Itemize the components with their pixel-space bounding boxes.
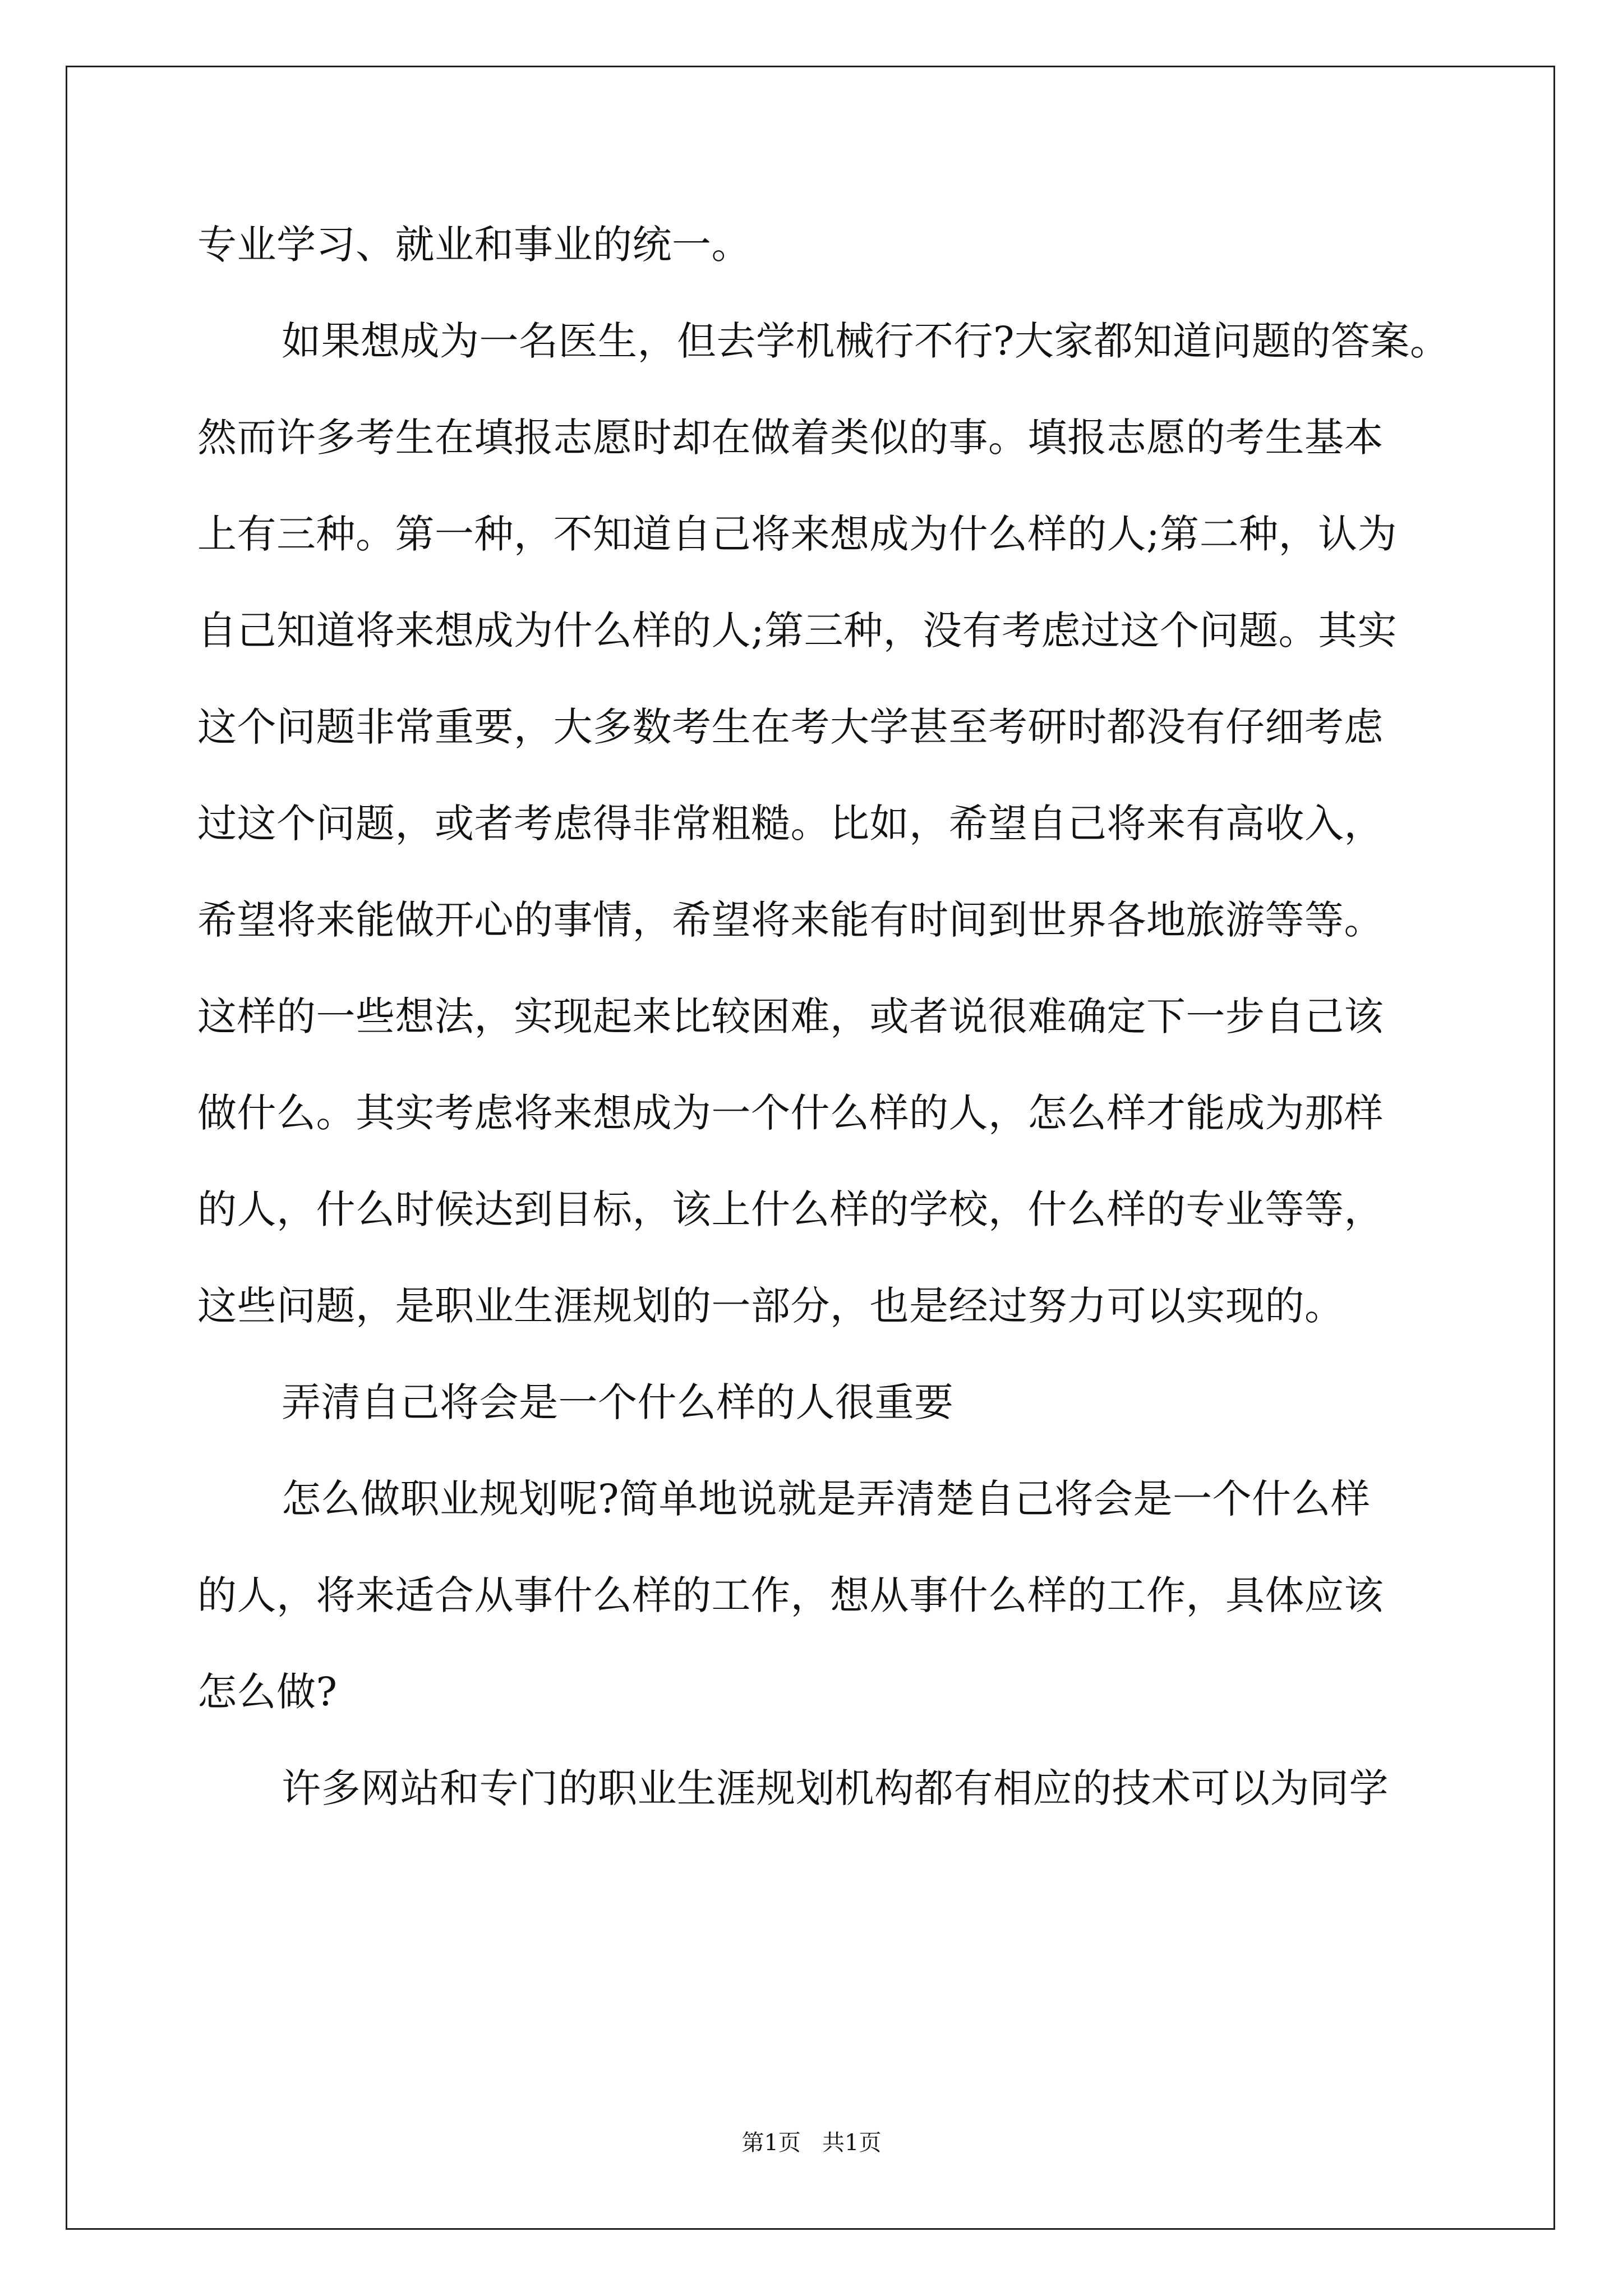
text-line: 希望将来能做开心的事情，希望将来能有时间到世界各地旅游等等。 [197,897,1384,943]
text-line: 的人，什么时候达到目标，该上什么样的学校，什么样的专业等等， [197,1186,1384,1232]
text-line: 然而许多考生在填报志愿时却在做着类似的事。填报志愿的考生基本 [197,415,1384,461]
text-line: 上有三种。第一种，不知道自己将来想成为什么样的人;第二种，认为 [197,511,1398,557]
text-line: 许多网站和专门的职业生涯规划机构都有相应的技术可以为同学 [282,1765,1389,1811]
document-body [197,196,1487,1837]
text-line: 自己知道将来想成为什么样的人;第三种，没有考虑过这个问题。其实 [197,608,1398,654]
text-line: 如果想成为一名医生，但去学机械行不行?大家都知道问题的答案。 [282,318,1450,364]
page-number-footer: 第1页 共1页 [741,2130,882,2156]
text-line: 这个问题非常重要，大多数考生在考大学甚至考研时都没有仔细考虑 [197,704,1384,750]
section-heading: 弄清自己将会是一个什么样的人很重要 [282,1379,954,1425]
text-line: 这样的一些想法，实现起来比较困难，或者说很难确定下一步自己该 [197,993,1384,1039]
text-line: 怎么做职业规划呢?简单地说就是弄清楚自己将会是一个什么样 [282,1476,1371,1522]
text-line: 怎么做? [197,1669,338,1715]
text-line: 这些问题，是职业生涯规划的一部分，也是经过努力可以实现的。 [197,1283,1344,1329]
text-line: 专业学习、就业和事业的统一。 [197,222,751,268]
text-line: 做什么。其实考虑将来想成为一个什么样的人，怎么样才能成为那样 [197,1090,1384,1136]
text-line: 的人，将来适合从事什么样的工作，想从事什么样的工作，具体应该 [197,1572,1384,1618]
text-line: 过这个问题，或者考虑得非常粗糙。比如，希望自己将来有高收入， [197,800,1384,846]
